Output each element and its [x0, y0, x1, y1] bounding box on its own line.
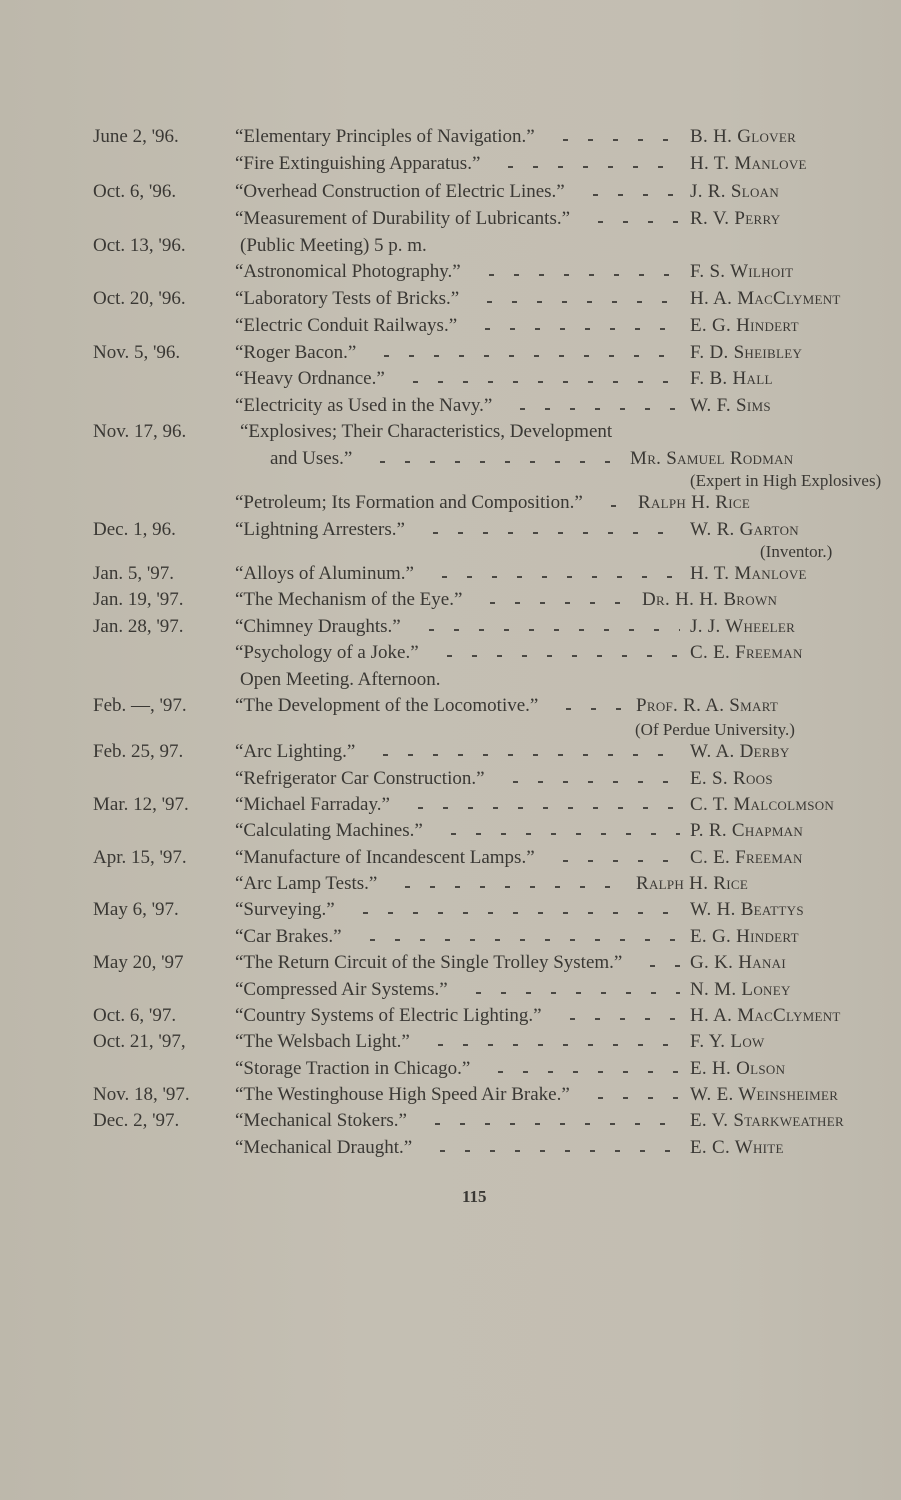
dash-leader — [550, 1005, 680, 1027]
speaker-name: C. E. Freeman — [690, 847, 803, 868]
lecture-line — [235, 1031, 680, 1053]
speaker-note: (Of Perdue University.) — [635, 720, 795, 739]
lecture-title: “Astronomical Photography.” — [235, 261, 461, 282]
dash-leader — [469, 261, 680, 283]
dash-leader — [456, 979, 680, 1001]
speaker-name: F. B. Hall — [690, 368, 773, 389]
dash-leader — [493, 768, 680, 790]
entry-date: Oct. 21, '97, — [93, 1031, 186, 1052]
speaker-name: E. G. Hindert — [690, 926, 799, 947]
lecture-title: “Arc Lamp Tests.” — [235, 873, 378, 894]
dash-leader — [630, 952, 680, 974]
lecture-line — [235, 820, 680, 842]
speaker-name: W. A. Derby — [690, 741, 790, 762]
lecture-line — [235, 794, 680, 816]
lecture-line — [235, 899, 680, 921]
lecture-line — [235, 589, 632, 611]
dash-leader — [343, 899, 680, 921]
lecture-title: “Mechanical Stokers.” — [235, 1110, 407, 1131]
lecture-line — [235, 1137, 680, 1159]
lecture-title: “Electricity as Used in the Navy.” — [235, 395, 493, 416]
entry-date: Mar. 12, '97. — [93, 794, 189, 815]
lecture-title: “The Return Circuit of the Single Trolley System.” — [235, 952, 623, 973]
lecture-title: “Overhead Construction of Electric Lines.” — [235, 181, 565, 202]
entry-date: Oct. 13, '96. — [93, 235, 186, 256]
dash-leader — [431, 820, 680, 842]
entry-date: Jan. 5, '97. — [93, 563, 175, 584]
lecture-line — [235, 126, 680, 148]
entry-date: June 2, '96. — [93, 126, 179, 147]
lecture-line — [235, 926, 680, 948]
speaker-name: P. R. Chapman — [690, 820, 804, 841]
speaker-name: H. T. Manlove — [690, 153, 807, 174]
lecture-line — [235, 616, 680, 638]
lecture-line — [235, 873, 626, 895]
dash-leader — [420, 1137, 680, 1159]
speaker-name: F. D. Sheibley — [690, 342, 803, 363]
entry-date: Nov. 17, 96. — [93, 421, 187, 442]
lecture-title: “Roger Bacon.” — [235, 342, 357, 363]
speaker-name: Dr. H. H. Brown — [642, 589, 778, 610]
lecture-line — [235, 519, 680, 541]
dash-leader — [546, 695, 626, 717]
speaker-name: E. S. Roos — [690, 768, 773, 789]
entry-date: Nov. 5, '96. — [93, 342, 181, 363]
speaker-name: Prof. R. A. Smart — [636, 695, 779, 716]
dash-leader — [415, 1110, 680, 1132]
speaker-name: E. V. Starkweather — [690, 1110, 844, 1131]
lecture-title: “Surveying.” — [235, 899, 335, 920]
entry-date: Feb. —, '97. — [93, 695, 187, 716]
speaker-name: C. E. Freeman — [690, 642, 803, 663]
speaker-name: Mr. Samuel Rodman — [630, 448, 794, 469]
speaker-name: E. H. Olson — [690, 1058, 786, 1079]
dash-leader — [364, 342, 680, 364]
dash-leader — [591, 492, 628, 514]
lecture-line — [235, 492, 628, 514]
lecture-title: “Calculating Machines.” — [235, 820, 423, 841]
dash-leader — [573, 181, 680, 203]
lecture-line — [235, 181, 680, 203]
lecture-line — [235, 695, 626, 717]
lecture-title: “Compressed Air Systems.” — [235, 979, 448, 1000]
lecture-line — [235, 261, 680, 283]
dash-leader — [578, 208, 680, 230]
speaker-name: G. K. Hanai — [690, 952, 786, 973]
dash-leader — [427, 642, 680, 664]
dash-leader — [360, 448, 620, 470]
lecture-line — [235, 368, 680, 390]
entry-date: Oct. 6, '96. — [93, 181, 177, 202]
speaker-name: E. G. Hindert — [690, 315, 799, 336]
speaker-name: Ralph H. Rice — [638, 492, 751, 513]
speaker-name: Ralph H. Rice — [636, 873, 749, 894]
lecture-title: “Psychology of a Joke.” — [235, 642, 419, 663]
speaker-name: F. S. Wilhoit — [690, 261, 794, 282]
entry-text: (Public Meeting) 5 p. m. — [240, 235, 427, 256]
speaker-name: F. Y. Low — [690, 1031, 765, 1052]
dash-leader — [543, 126, 680, 148]
speaker-name: J. R. Sloan — [690, 181, 780, 202]
lecture-line — [235, 563, 680, 585]
lecture-title: “The Development of the Locomotive.” — [235, 695, 539, 716]
dash-leader — [500, 395, 680, 417]
entry-text: Open Meeting. Afternoon. — [240, 669, 441, 690]
speaker-name: W. H. Beattys — [690, 899, 804, 920]
entry-date: Feb. 25, 97. — [93, 741, 184, 762]
lecture-title: “Electric Conduit Railways.” — [235, 315, 458, 336]
entry-date: Nov. 18, '97. — [93, 1084, 190, 1105]
lecture-title: “Manufacture of Incandescent Lamps.” — [235, 847, 535, 868]
dash-leader — [413, 519, 680, 541]
speaker-name: N. M. Loney — [690, 979, 791, 1000]
speaker-name: H. A. MacClyment — [690, 288, 841, 309]
lecture-line — [235, 1058, 680, 1080]
lecture-line — [235, 1005, 680, 1027]
lecture-title: “Fire Extinguishing Apparatus.” — [235, 153, 481, 174]
lecture-line — [235, 768, 680, 790]
lecture-line — [235, 342, 680, 364]
entry-date: Jan. 19, '97. — [93, 589, 184, 610]
dash-leader — [543, 847, 680, 869]
lecture-title: “The Mechanism of the Eye.” — [235, 589, 463, 610]
speaker-name: H. T. Manlove — [690, 563, 807, 584]
lecture-title: “Heavy Ordnance.” — [235, 368, 385, 389]
lecture-line — [235, 288, 680, 310]
lecture-title: “Refrigerator Car Construction.” — [235, 768, 485, 789]
dash-leader — [398, 794, 680, 816]
entry-date: Oct. 6, '97. — [93, 1005, 177, 1026]
dash-leader — [465, 315, 680, 337]
lecture-title: and Uses.” — [270, 448, 353, 469]
lecture-line — [270, 448, 620, 470]
lecture-title: “Arc Lighting.” — [235, 741, 356, 762]
speaker-name: W. R. Garton — [690, 519, 799, 540]
lecture-line — [235, 847, 680, 869]
entry-date: Dec. 2, '97. — [93, 1110, 180, 1131]
lecture-line — [235, 315, 680, 337]
entry-date: Oct. 20, '96. — [93, 288, 186, 309]
lecture-line — [235, 395, 680, 417]
speaker-note: (Expert in High Explosives) — [690, 471, 882, 490]
lecture-title: “Country Systems of Electric Lighting.” — [235, 1005, 542, 1026]
lecture-line — [235, 979, 680, 1001]
dash-leader — [578, 1084, 680, 1106]
entry-date: May 20, '97 — [93, 952, 184, 973]
speaker-name: R. V. Perry — [690, 208, 781, 229]
lecture-title: “Car Brakes.” — [235, 926, 342, 947]
entry-text: “Explosives; Their Characteristics, Development — [240, 421, 613, 442]
lecture-title: “Mechanical Draught.” — [235, 1137, 413, 1158]
lecture-title: “Laboratory Tests of Bricks.” — [235, 288, 460, 309]
dash-leader — [470, 589, 632, 611]
speaker-note: (Inventor.) — [760, 542, 833, 561]
dash-leader — [478, 1058, 680, 1080]
lecture-title: “Petroleum; Its Formation and Composition.” — [235, 492, 583, 513]
lecture-line — [235, 952, 680, 974]
lecture-line — [235, 1084, 680, 1106]
lecture-line — [235, 208, 680, 230]
lecture-line — [235, 642, 680, 664]
lecture-title: “Michael Farraday.” — [235, 794, 390, 815]
entry-date: Jan. 28, '97. — [93, 616, 184, 637]
speaker-name: H. A. MacClyment — [690, 1005, 841, 1026]
dash-leader — [488, 153, 680, 175]
dash-leader — [409, 616, 680, 638]
page-number: 115 — [462, 1187, 487, 1206]
dash-leader — [350, 926, 680, 948]
dash-leader — [393, 368, 680, 390]
lecture-line — [235, 741, 680, 763]
speaker-name: J. J. Wheeler — [690, 616, 796, 637]
lecture-title: “Elementary Principles of Navigation.” — [235, 126, 535, 147]
speaker-name: W. F. Sims — [690, 395, 771, 416]
lecture-title: “Lightning Arresters.” — [235, 519, 405, 540]
dash-leader — [418, 1031, 680, 1053]
lecture-title: “Storage Traction in Chicago.” — [235, 1058, 471, 1079]
dash-leader — [422, 563, 680, 585]
lecture-title: “Alloys of Aluminum.” — [235, 563, 414, 584]
entry-date: Apr. 15, '97. — [93, 847, 187, 868]
speaker-name: E. C. White — [690, 1137, 784, 1158]
dash-leader — [363, 741, 680, 763]
speaker-name: B. H. Glover — [690, 126, 797, 147]
entry-date: May 6, '97. — [93, 899, 179, 920]
lecture-title: “The Westinghouse High Speed Air Brake.” — [235, 1084, 570, 1105]
lecture-line — [235, 1110, 680, 1132]
lecture-line — [235, 153, 680, 175]
lecture-title: “Chimney Draughts.” — [235, 616, 401, 637]
lecture-title: “Measurement of Durability of Lubricants.” — [235, 208, 571, 229]
speaker-name: W. E. Weinsheimer — [690, 1084, 839, 1105]
dash-leader — [385, 873, 626, 895]
speaker-name: C. T. Malcolmson — [690, 794, 835, 815]
lecture-title: “The Welsbach Light.” — [235, 1031, 410, 1052]
dash-leader — [467, 288, 680, 310]
entry-date: Dec. 1, 96. — [93, 519, 176, 540]
